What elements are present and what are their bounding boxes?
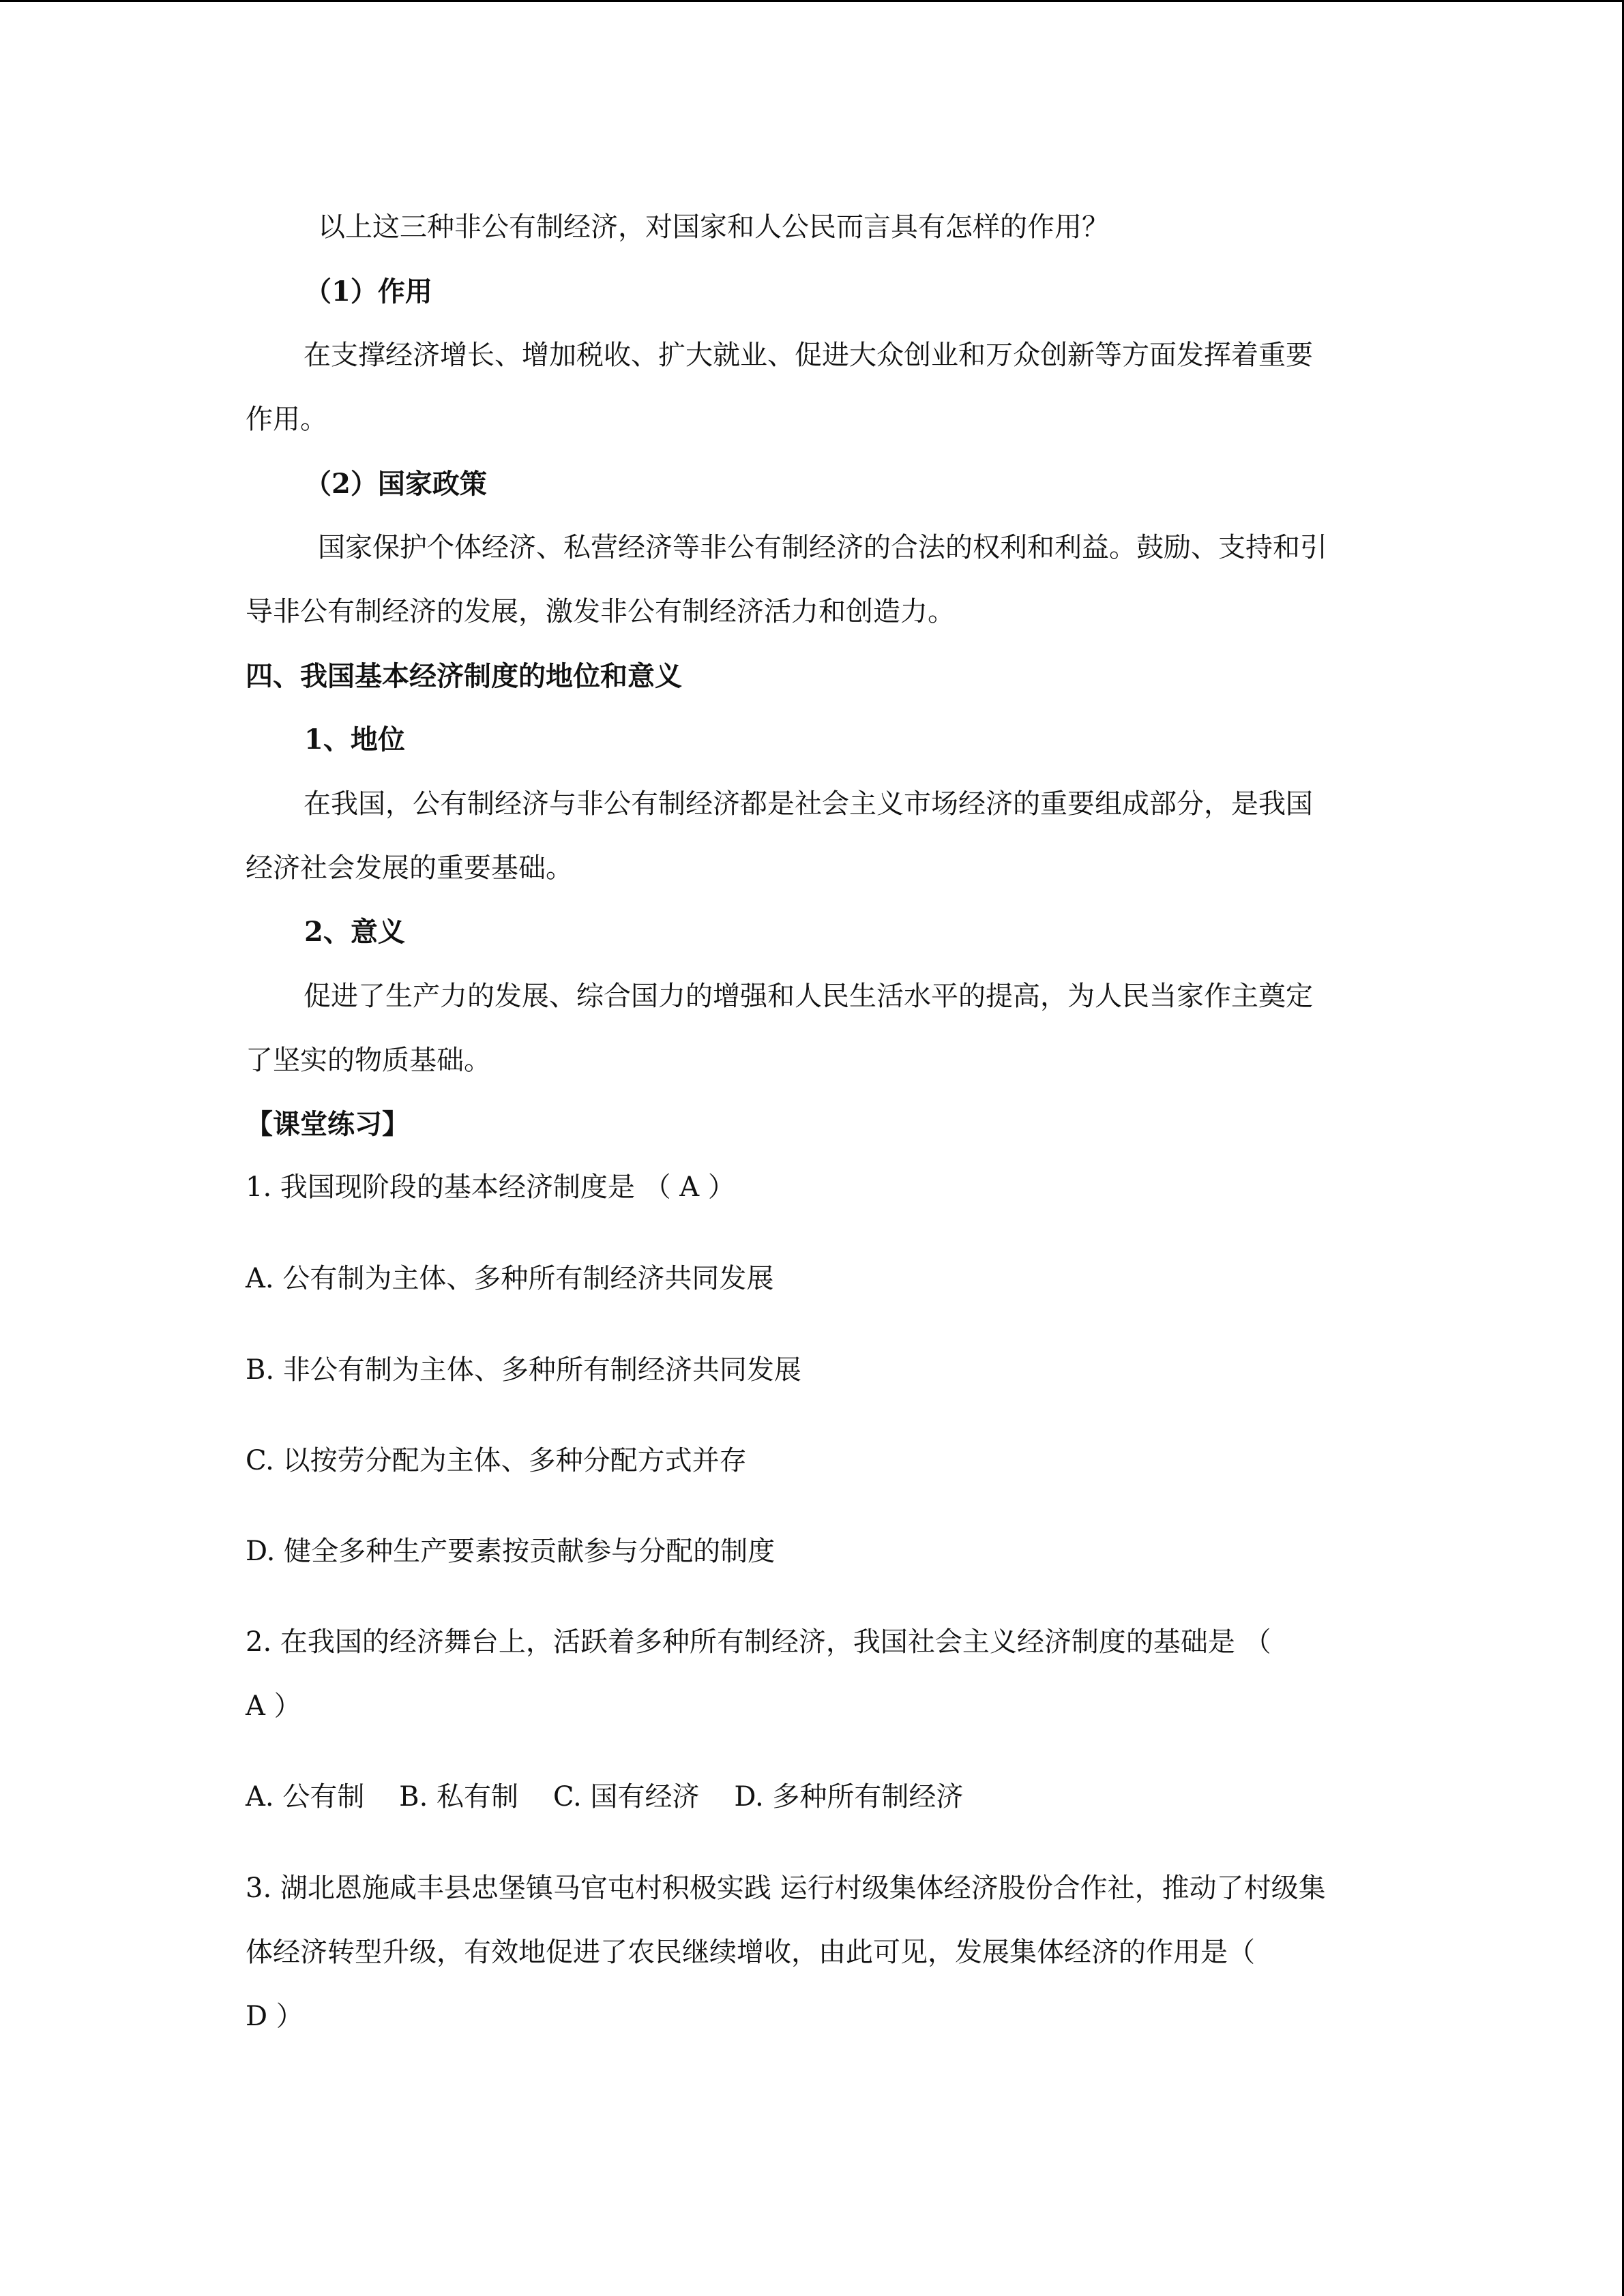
policy-text-line-2: 导非公有制经济的发展，激发非公有制经济活力和创造力。	[246, 596, 955, 627]
q2-options: A. 公有制 B. 私有制 C. 国有经济 D. 多种所有制经济	[246, 1781, 964, 1813]
q3-stem-line-3: D ）	[246, 2001, 304, 2032]
intro-question: 以上这三种非公有制经济，对国家和人公民而言具有怎样的作用？	[318, 211, 1109, 243]
meaning-text-line-2: 了坚实的物质基础。	[246, 1045, 491, 1076]
status-text-line-1: 在我国，公有制经济与非公有制经济都是社会主义市场经济的重要组成部分，是我国	[304, 788, 1313, 820]
part4-heading: 四、我国基本经济制度的地位和意义	[246, 660, 682, 692]
q2-stem-line-1: 2. 在我国的经济舞台上，活跃着多种所有制经济，我国社会主义经济制度的基础是 （	[246, 1626, 1271, 1658]
q3-stem-line-1: 3. 湖北恩施咸丰县忠堡镇马官屯村积极实践 运行村级集体经济股份合作社，推动了村级集	[246, 1873, 1326, 1904]
q2-stem-line-2: A ）	[246, 1690, 301, 1722]
q1-stem: 1. 我国现阶段的基本经济制度是 （ A ）	[246, 1172, 735, 1203]
policy-heading: （2）国家政策	[304, 468, 487, 500]
meaning-text-line-1: 促进了生产力的发展、综合国力的增强和人民生活水平的提高，为人民当家作主奠定	[304, 981, 1313, 1012]
status-text-line-2: 经济社会发展的重要基础。	[246, 852, 573, 884]
q3-stem-line-2: 体经济转型升级，有效地促进了农民继续增收，由此可见，发展集体经济的作用是（	[246, 1937, 1255, 1968]
q1-option-c: C. 以按劳分配为主体、多种分配方式并存	[246, 1445, 747, 1476]
policy-text-line-1: 国家保护个体经济、私营经济等非公有制经济的合法的权利和利益。鼓励、支持和引	[318, 532, 1327, 563]
role-heading: （1）作用	[304, 275, 432, 308]
status-heading: 1、地位	[304, 724, 405, 756]
q1-option-a: A. 公有制为主体、多种所有制经济共同发展	[246, 1263, 774, 1294]
q1-option-d: D. 健全多种生产要素按贡献参与分配的制度	[246, 1536, 776, 1567]
meaning-heading: 2、意义	[304, 916, 405, 948]
practice-heading: 【课堂练习】	[246, 1108, 409, 1140]
role-text-line-1: 在支撑经济增长、增加税收、扩大就业、促进大众创业和万众创新等方面发挥着重要	[304, 340, 1313, 371]
q1-option-b: B. 非公有制为主体、多种所有制经济共同发展	[246, 1354, 801, 1386]
role-text-line-2: 作用。	[246, 404, 327, 435]
